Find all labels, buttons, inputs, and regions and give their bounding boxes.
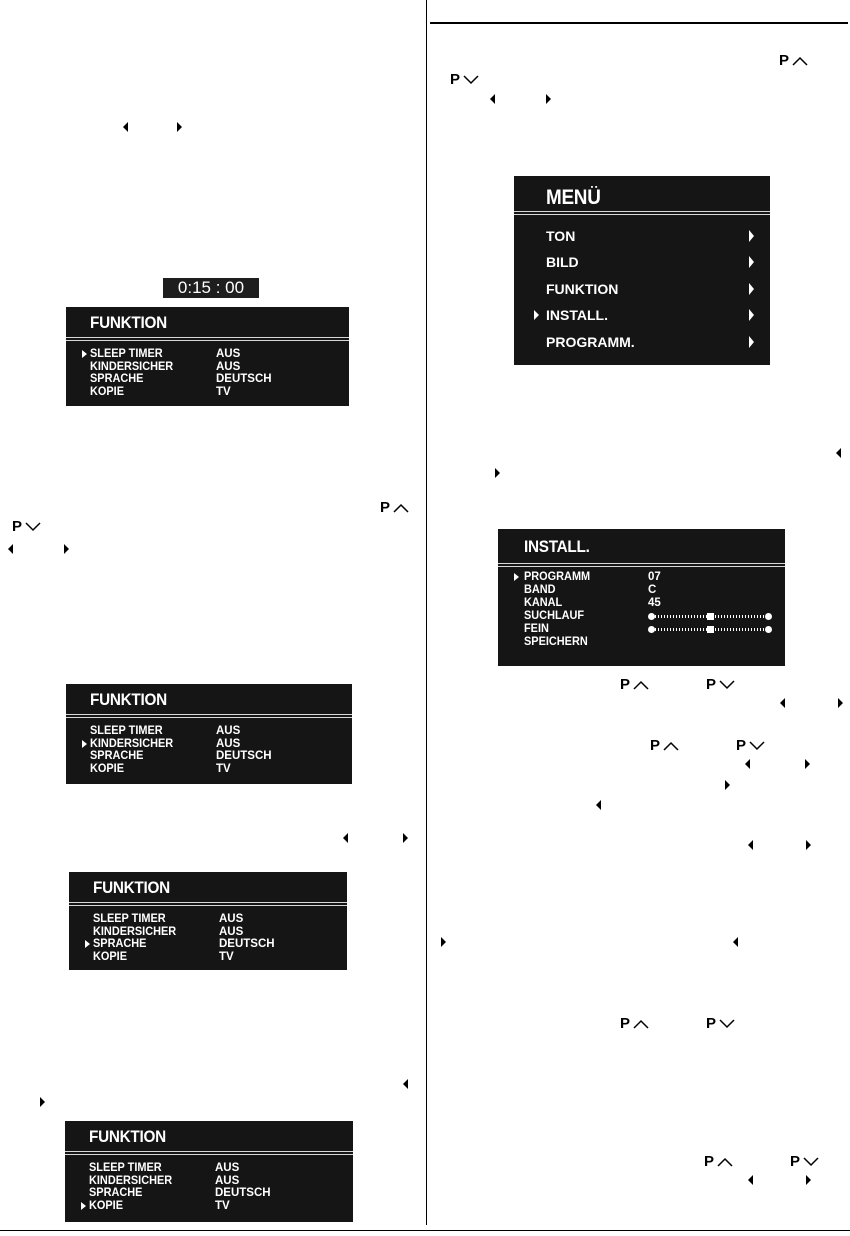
row-value: TV [215, 1200, 230, 1213]
row-value: DEUTSCH [219, 938, 275, 951]
right-arrow-icon [546, 94, 551, 104]
funktion-row[interactable] [69, 951, 347, 964]
right-arrow-icon [64, 544, 69, 554]
left-arrow-icon [403, 1079, 408, 1089]
funktion-panel-kopie [65, 1121, 353, 1222]
p-up-key: P [620, 1015, 649, 1032]
menu-title-rule [514, 211, 770, 212]
funktion-row[interactable] [69, 938, 347, 951]
p-down-key: P [706, 676, 735, 693]
footer-rule [0, 1230, 850, 1231]
submenu-arrow-icon [749, 309, 754, 321]
p-down-key: P [790, 1153, 819, 1170]
row-value: 45 [648, 597, 661, 609]
funktion-title-rule [69, 905, 347, 906]
left-arrow-icon [733, 937, 738, 947]
left-arrow-icon [8, 544, 13, 554]
right-arrow-icon [403, 833, 408, 843]
main-menu-panel [514, 176, 770, 365]
row-cursor-icon [82, 740, 87, 748]
install-title: INSTALL. [524, 537, 590, 556]
menu-item-install[interactable]: INSTALL. [546, 307, 608, 323]
row-value: AUS [215, 1162, 240, 1174]
row-label: KOPIE [90, 763, 125, 776]
funktion-title: FUNKTION [93, 878, 170, 897]
install-row-suchlauf[interactable] [498, 610, 785, 623]
funktion-row[interactable] [65, 1187, 353, 1200]
row-value: AUS [216, 348, 241, 360]
menu-item-bild[interactable]: BILD [546, 254, 579, 270]
left-arrow-icon [836, 448, 841, 458]
submenu-arrow-icon [749, 283, 754, 295]
right-arrow-icon [495, 468, 500, 478]
p-up-key: P [380, 499, 409, 516]
funktion-row[interactable] [65, 1200, 353, 1213]
left-arrow-icon [780, 698, 785, 708]
funktion-row[interactable] [69, 926, 347, 939]
install-row-kanal[interactable] [498, 597, 785, 610]
slider-knob[interactable] [707, 626, 714, 633]
right-arrow-icon [441, 937, 446, 947]
slider-knob[interactable] [707, 613, 714, 620]
row-value: DEUTSCH [216, 373, 272, 386]
row-label: SPRACHE [90, 373, 144, 386]
right-arrow-icon [40, 1097, 45, 1107]
chevron-up-icon [792, 56, 808, 66]
sleep-timer-display: 0:15 : 00 [163, 278, 259, 298]
row-label: BAND [524, 584, 556, 596]
funktion-row[interactable] [69, 913, 347, 926]
menu-item-programm[interactable]: PROGRAMM. [546, 334, 635, 350]
funktion-row[interactable] [66, 738, 352, 751]
menu-title-rule [514, 214, 770, 215]
fein-slider[interactable] [648, 626, 772, 633]
install-title-rule [498, 566, 785, 567]
p-down-key: P [450, 71, 479, 88]
chevron-up-icon [633, 680, 649, 690]
submenu-arrow-icon [749, 336, 754, 348]
right-arrow-icon [806, 1175, 811, 1185]
funktion-row[interactable] [66, 750, 352, 763]
row-value: AUS [216, 737, 241, 750]
p-up-key: P [779, 52, 808, 69]
funktion-title-rule [66, 340, 349, 341]
funktion-title: FUNKTION [90, 313, 167, 332]
funktion-row[interactable] [65, 1162, 353, 1175]
row-value: TV [216, 386, 231, 399]
funktion-title-rule [65, 1154, 353, 1155]
install-row-programm[interactable] [498, 571, 785, 584]
funktion-row[interactable] [66, 361, 349, 374]
row-label: SPEICHERN [524, 636, 588, 648]
row-label: KINDERSICHER [90, 360, 174, 373]
funktion-row[interactable] [66, 763, 352, 776]
funktion-title-rule [69, 902, 347, 903]
row-label: KOPIE [89, 1200, 124, 1213]
row-cursor-icon [82, 350, 87, 358]
row-value: AUS [215, 1174, 240, 1187]
row-label: KANAL [524, 597, 563, 609]
chevron-down-icon [25, 522, 41, 532]
p-down-key: P [736, 737, 765, 754]
funktion-title-rule [66, 714, 352, 715]
install-title-rule [498, 563, 785, 564]
column-divider [426, 0, 427, 1225]
chevron-down-icon [463, 75, 479, 85]
row-value: TV [219, 951, 234, 964]
slider-right-end-icon [765, 613, 772, 620]
row-label: FEIN [524, 623, 549, 635]
slider-right-end-icon [765, 626, 772, 633]
funktion-title-rule [66, 717, 352, 718]
chevron-down-icon [749, 741, 765, 751]
left-arrow-icon [748, 1175, 753, 1185]
row-label: SLEEP TIMER [90, 348, 163, 360]
row-label: SLEEP TIMER [89, 1162, 162, 1174]
funktion-title-rule [66, 337, 349, 338]
row-value: DEUTSCH [215, 1187, 271, 1200]
funktion-panel-sleep-timer [66, 307, 349, 406]
submenu-arrow-icon [749, 256, 754, 268]
row-label: SPRACHE [93, 938, 147, 951]
funktion-title-rule [65, 1151, 353, 1152]
row-value: AUS [219, 925, 244, 938]
row-value: AUS [216, 360, 241, 373]
row-value: TV [216, 763, 231, 776]
chevron-up-icon [393, 503, 409, 513]
row-label: SLEEP TIMER [90, 725, 163, 737]
menu-item-funktion[interactable]: FUNKTION [546, 281, 619, 297]
left-arrow-icon [748, 840, 753, 850]
left-arrow-icon [343, 833, 348, 843]
funktion-row[interactable] [66, 725, 352, 738]
left-arrow-icon [745, 759, 750, 769]
funktion-title: FUNKTION [89, 1127, 166, 1146]
right-arrow-icon [838, 698, 843, 708]
install-row-fein[interactable] [498, 623, 785, 636]
left-arrow-icon [596, 800, 601, 810]
install-row-band[interactable] [498, 584, 785, 597]
chevron-down-icon [803, 1157, 819, 1167]
p-up-key: P [704, 1153, 733, 1170]
chevron-down-icon [719, 1019, 735, 1029]
row-label: KINDERSICHER [89, 1174, 173, 1187]
install-panel [498, 529, 785, 666]
row-value: DEUTSCH [216, 750, 272, 763]
row-cursor-icon [85, 940, 90, 948]
p-up-key: P [620, 676, 649, 693]
p-down-key: P [706, 1015, 735, 1032]
install-row-speichern[interactable] [498, 636, 785, 649]
submenu-arrow-icon [749, 230, 754, 242]
row-cursor-icon [514, 573, 519, 581]
row-value: AUS [216, 725, 241, 737]
row-value: C [648, 584, 657, 596]
menu-cursor-icon [534, 310, 539, 320]
funktion-panel-sprache [69, 872, 347, 970]
row-value: 07 [648, 571, 661, 583]
menu-title: MENÜ [546, 186, 601, 209]
row-label: SUCHLAUF [524, 610, 585, 622]
funktion-row[interactable] [66, 373, 349, 386]
header-rule [430, 22, 848, 24]
funktion-title: FUNKTION [90, 690, 167, 709]
right-arrow-icon [805, 759, 810, 769]
funktion-row[interactable] [66, 348, 349, 361]
row-label: KINDERSICHER [93, 925, 177, 938]
menu-item-ton[interactable]: TON [546, 228, 576, 244]
right-arrow-icon [177, 122, 182, 132]
left-arrow-icon [490, 94, 495, 104]
row-label: PROGRAMM [524, 571, 591, 583]
row-label: KOPIE [90, 386, 125, 399]
row-label: SPRACHE [90, 750, 144, 763]
chevron-down-icon [719, 680, 735, 690]
right-arrow-icon [806, 840, 811, 850]
right-arrow-icon [725, 780, 730, 790]
chevron-up-icon [717, 1157, 733, 1167]
row-label: SLEEP TIMER [93, 913, 166, 925]
chevron-up-icon [633, 1019, 649, 1029]
chevron-up-icon [663, 741, 679, 751]
row-cursor-icon [81, 1202, 86, 1210]
row-label: KOPIE [93, 951, 128, 964]
row-label: KINDERSICHER [90, 737, 174, 750]
row-label: SPRACHE [89, 1187, 143, 1200]
row-value: AUS [219, 913, 244, 925]
p-down-key: P [12, 518, 41, 535]
funktion-panel-kindersicher [66, 684, 352, 784]
funktion-row[interactable] [65, 1175, 353, 1188]
funktion-row[interactable] [66, 386, 349, 399]
suchlauf-slider[interactable] [648, 613, 772, 620]
left-arrow-icon [123, 122, 128, 132]
p-up-key: P [650, 737, 679, 754]
